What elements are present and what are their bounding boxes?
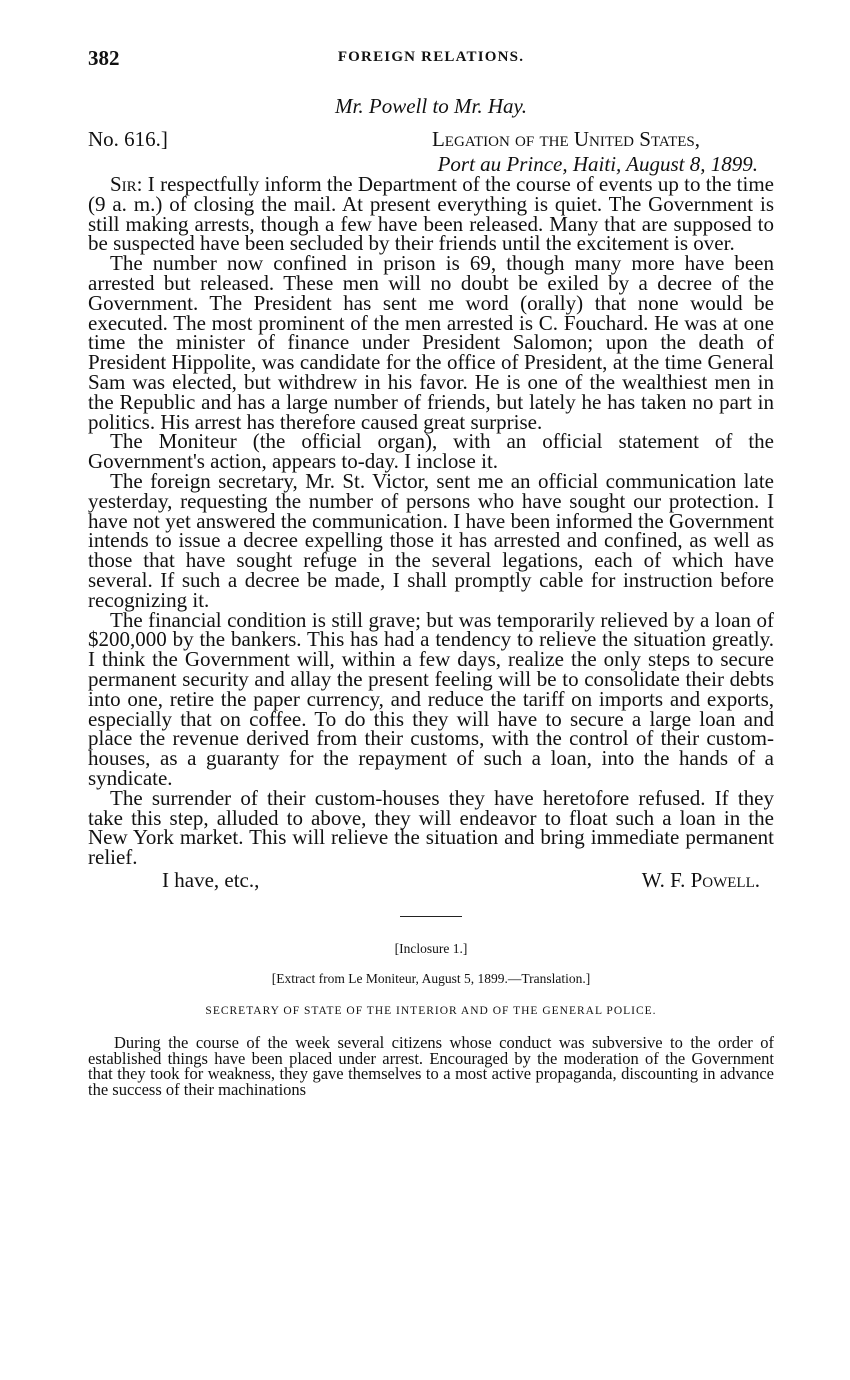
extract-note: [Extract from Le Moniteur, August 5, 1899.—Translation.] <box>271 970 591 986</box>
letter-paragraph: The foreign secretary, Mr. St. Victor, sent me an official communication late yesterday, requesting the number of persons who have sought our protection. I have not yet answered the communication. I have been informed the Government intends to issue a decree expelling those it has arrested and confined, as well as those that have sought refuge in the several legations, each of which have several. If such a decree be made, I shall promptly cable for instruction before recognizing it. <box>88 468 774 612</box>
paragraph-text: I respectfully inform the Department of the course of events up to the time (9 a. m.) of closing the mail. At present everything is quiet. The Government is still making arrests, though a few have been released. Many that are supposed to be suspected have been secluded by their friends until the excitement is over. <box>88 172 774 256</box>
letter-heading: Mr. Powell to Mr. Hay. <box>335 94 527 118</box>
letter-header-row <box>88 127 774 153</box>
running-head <box>88 46 774 76</box>
document-page <box>88 46 774 1098</box>
salutation: Sir: <box>110 172 143 196</box>
letter-paragraph: The financial condition is still grave; but was temporarily relieved by a loan of $200,000 by the bankers. This has had a tendency to relieve the situation greatly. I think the Government will, within a few days, realize the only steps to secure permanent security and allay the present feeling will be to consolidate their debts into one, retire the paper currency, and reduce the tariff on imports and exports, especially that on coffee. To do this they will have to secure a large loan and place the revenue derived from their customs, with the control of their custom-houses, as a guaranty for the repayment of such a loan, into the hands of a syndicate. <box>88 607 774 790</box>
letter-paragraph: The number now confined in prison is 69, though many more have been arrested but released. These men will no doubt be exiled by a decree of the Government. The President has sent me word (orally) that none would be executed. The most prominent of the men arrested is C. Fouchard. He was at one time the minister of finance under President Salomon; upon the death of President Hippolite, was candidate for the office of President, at the time General Sam was elected, but withdrew in his favor. He is one of the wealthiest men in the Republic and has a large number of friends, but lately he has taken no part in politics. His arrest has therefore caused great surprise. <box>88 251 774 434</box>
inclosure-label: [Inclosure 1.] <box>394 940 468 956</box>
letter-paragraph <box>88 172 774 256</box>
closing-row <box>88 868 774 892</box>
letter-paragraph: The Moniteur (the official organ), with an official statement of the Government's action, appears to-day. I inclose it. <box>88 429 774 474</box>
closing: I have, etc., <box>162 867 260 892</box>
legation-line: Legation of the United States, <box>431 127 700 151</box>
despatch-number: No. 616.] <box>88 127 168 151</box>
inclosure-heading: SECRETARY OF STATE OF THE INTERIOR AND OF THE GENERAL POLICE. <box>205 1004 657 1017</box>
dateline: Port au Prince, Haiti, August 8, 1899. <box>437 152 758 176</box>
page-number: 382 <box>88 46 120 70</box>
signature: W. F. Powell. <box>641 867 760 892</box>
inclosure-paragraph: During the course of the week several citizens whose conduct was subversive to the order of established things have been placed under arrest. Encouraged by the moderation of the Government that they took for weakness, they gave themselves to a most active propaganda, discounting in advance the success of their machinations <box>88 1032 774 1100</box>
separator-rule <box>400 916 462 917</box>
letter-paragraph: The surrender of their custom-houses they have heretofore refused. If they take this step, alluded to above, they will endeavor to float such a loan in the New York market. This will relieve the situation and bring immediate permanent relief. <box>88 785 774 870</box>
running-title: FOREIGN RELATIONS. <box>337 49 525 65</box>
letter-body <box>88 172 774 870</box>
